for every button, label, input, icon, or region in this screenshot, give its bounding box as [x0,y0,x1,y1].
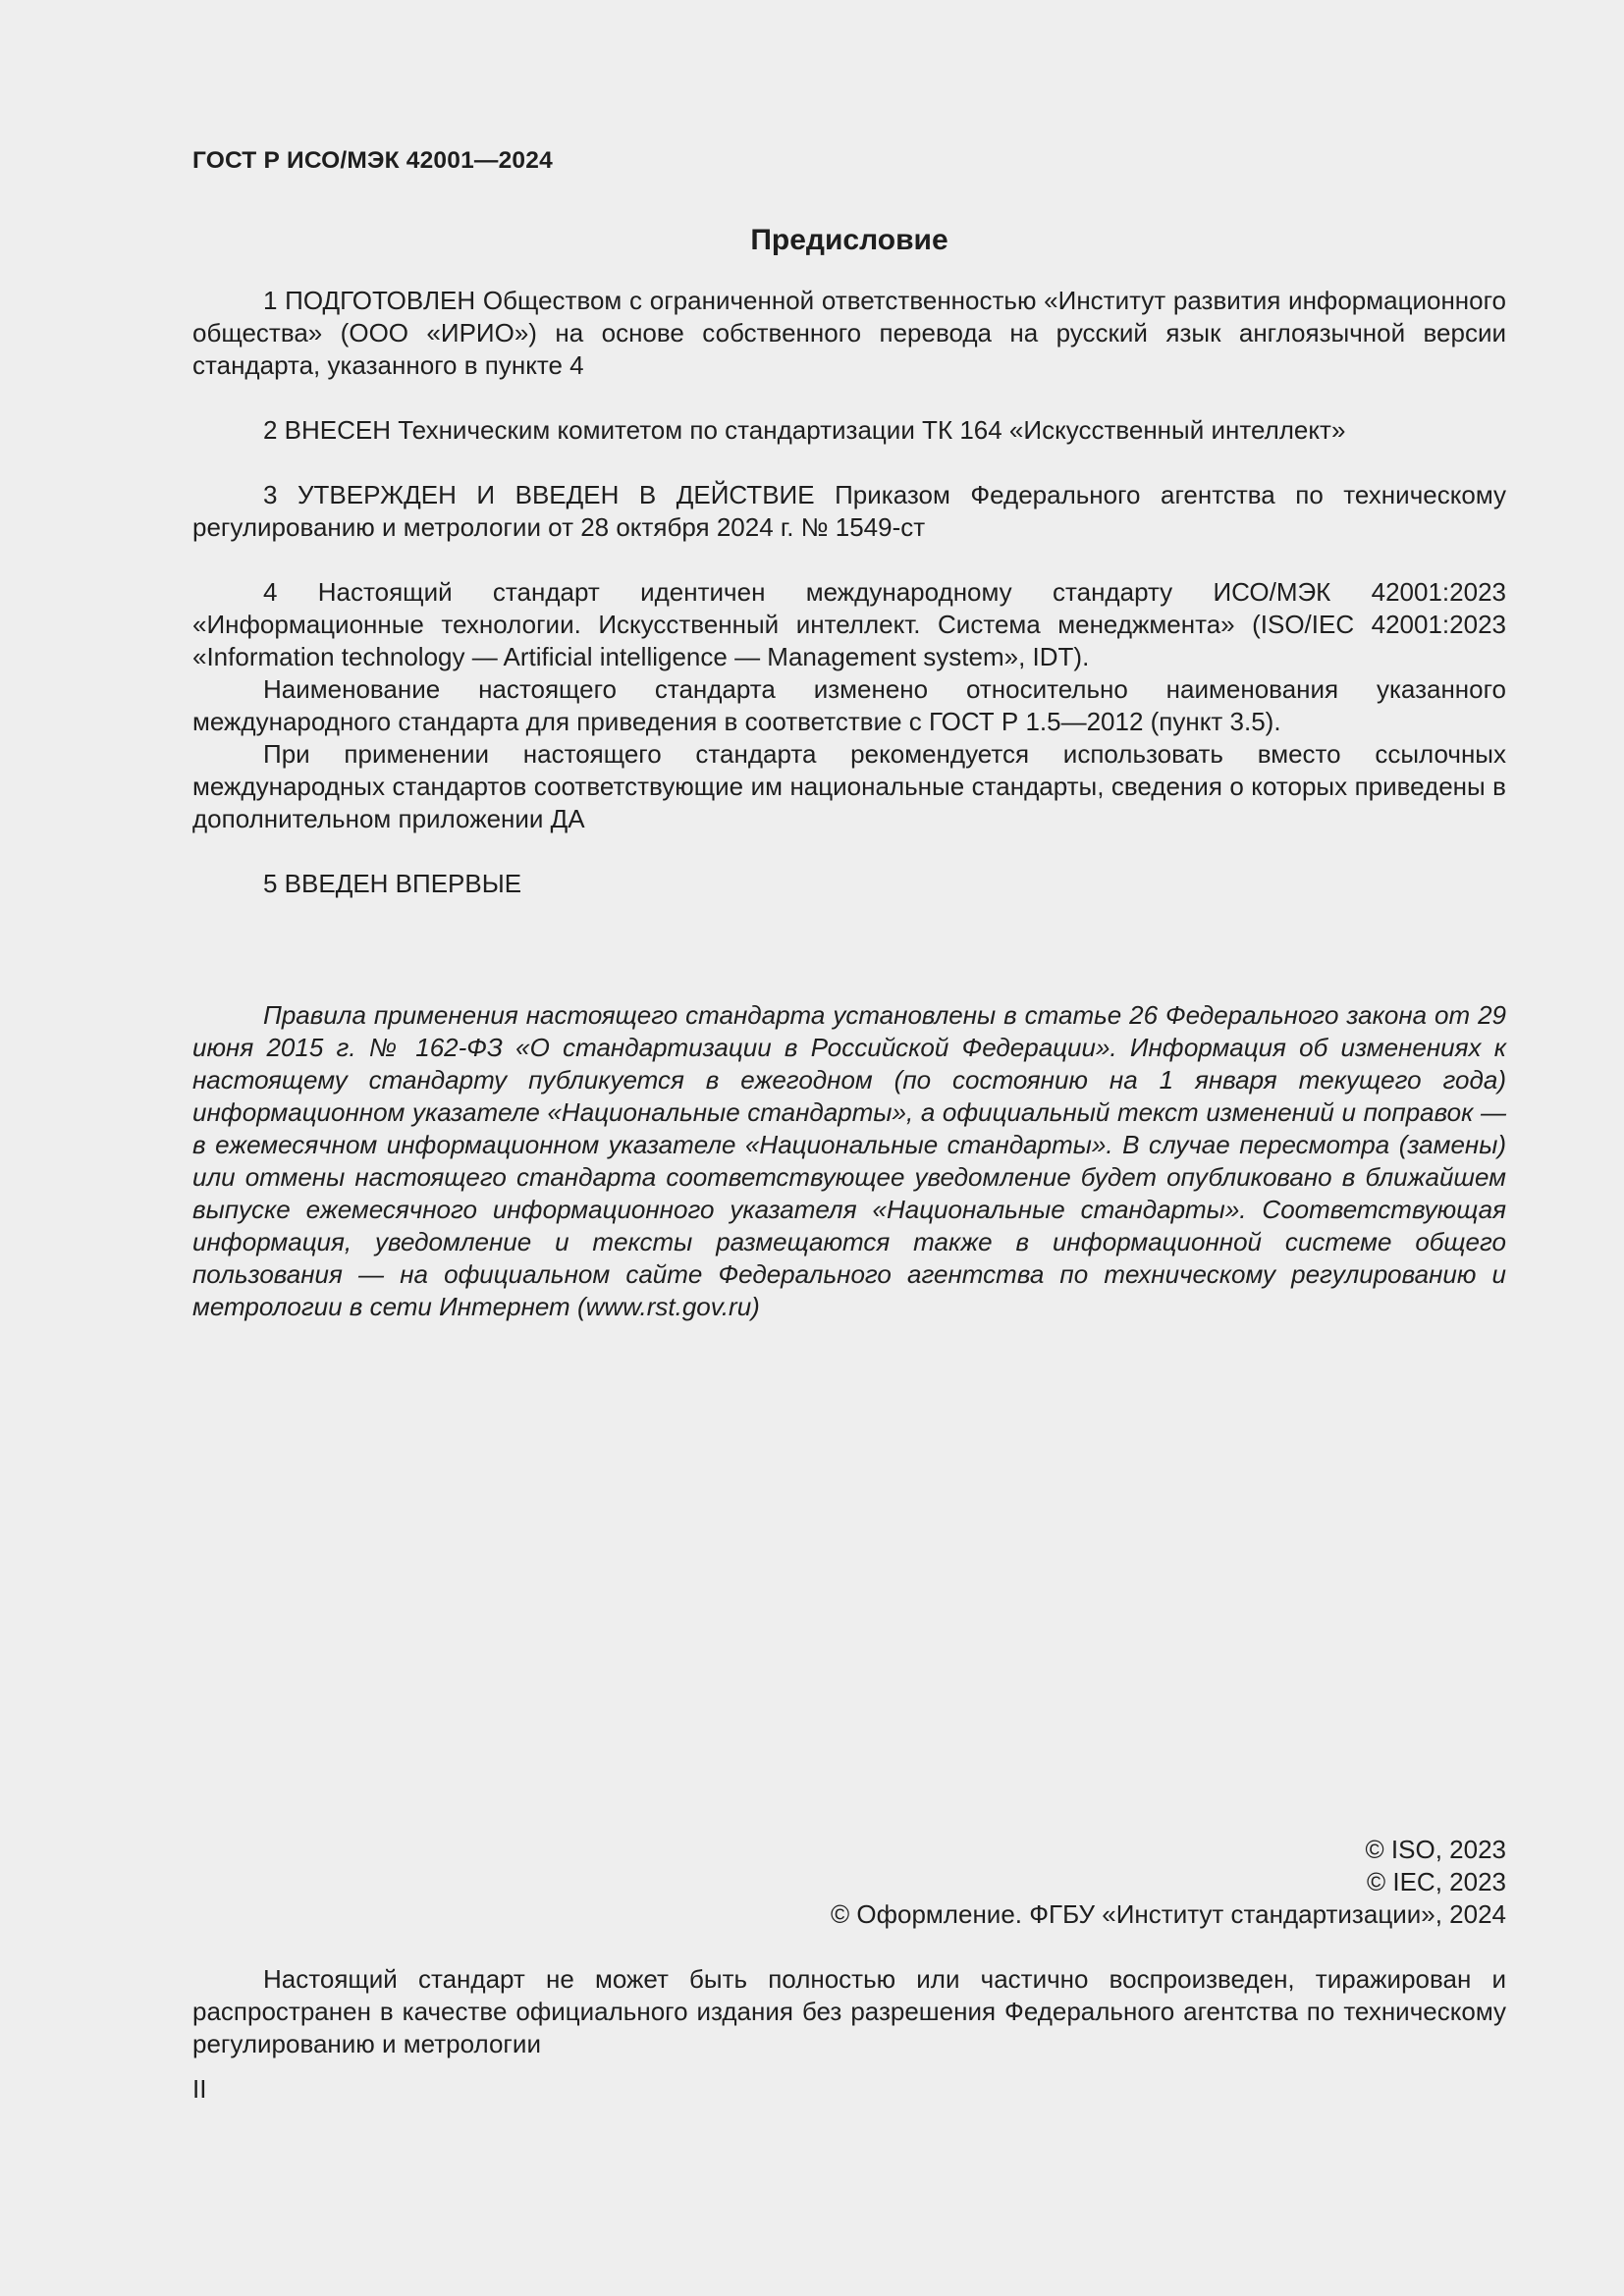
copyright-iso: © ISO, 2023 [1365,1835,1506,1864]
paragraph-approved: 3 УТВЕРЖДЕН И ВВЕДЕН В ДЕЙСТВИЕ Приказом Федерального агентства по техническому регулированию и метрологии от 28 октября 2024 г. № 1549-ст [192,480,1506,542]
page-title: Предисловие [750,224,948,256]
reproduction-notice-block [192,1963,1506,2060]
foreword-body [192,285,1506,1323]
paragraph-introduced-by: 2 ВНЕСЕН Техническим комитетом по стандартизации ТК 164 «Искусственный интеллект» [263,415,1346,445]
paragraph-name-changed: Наименование настоящего стандарта изменено относительно наименования указанного международного стандарта для приведения в соответствие с ГОСТ Р 1.5—2012 (пункт 3.5). [192,674,1506,736]
paragraph-identical-standard: 4 Настоящий стандарт идентичен международному стандарту ИСО/МЭК 42001:2023 «Информационные технологии. Искусственный интеллект. Система менеджмента» (ISO/IEC 42001:2023 «Information technology — Artificial intelligence — Management system», IDT). [192,577,1506,671]
copyright-block [192,1834,1506,1931]
reproduction-notice: Настоящий стандарт не может быть полностью или частично воспроизведен, тиражирован и распространен в качестве официального издания без разрешения Федерального агентства по техническому регулированию и метрологии [192,1964,1506,2058]
paragraph-introduced-first: 5 ВВЕДЕН ВПЕРВЫЕ [263,869,522,898]
copyright-iec: © IEC, 2023 [1366,1867,1506,1896]
page-number: II [192,2074,207,2104]
copyright-design: © Оформление. ФГБУ «Институт стандартизации», 2024 [831,1899,1506,1929]
paragraph-references: При применении настоящего стандарта рекомендуется использовать вместо ссылочных международных стандартов соответствующие им национальные стандарты, сведения о которых приведены в дополнительном приложении ДА [192,739,1506,833]
rules-notice: Правила применения настоящего стандарта установлены в статье 26 Федерального закона от 29 июня 2015 г. № 162-ФЗ «О стандартизации в Российской Федерации». Информация об изменениях к настоящему стандарту публикуется в ежегодном (по состоянию на 1 января текущего года) информационном указателе «Национальные стандарты», а официальный текст изменений и поправок — в ежемесячном информационном указателе «Национальные стандарты». В случае пересмотра (замены) или отмены настоящего стандарта соответствующее уведомление будет опубликовано в ближайшем выпуске ежемесячного информационного указателя «Национальные стандарты». Соответствующая информация, уведомление и тексты размещаются также в информационной системе общего пользования — на официальном сайте Федерального агентства по техническому регулированию и метрологии в сети Интернет (www.rst.gov.ru) [192,1000,1506,1321]
standard-code: ГОСТ Р ИСО/МЭК 42001—2024 [192,147,553,174]
paragraph-prepared-by: 1 ПОДГОТОВЛЕН Обществом с ограниченной ответственностью «Институт развития информационного общества» (ООО «ИРИО») на основе собственного перевода на русский язык англоязычной версии стандарта, указанного в пункте 4 [192,286,1506,380]
